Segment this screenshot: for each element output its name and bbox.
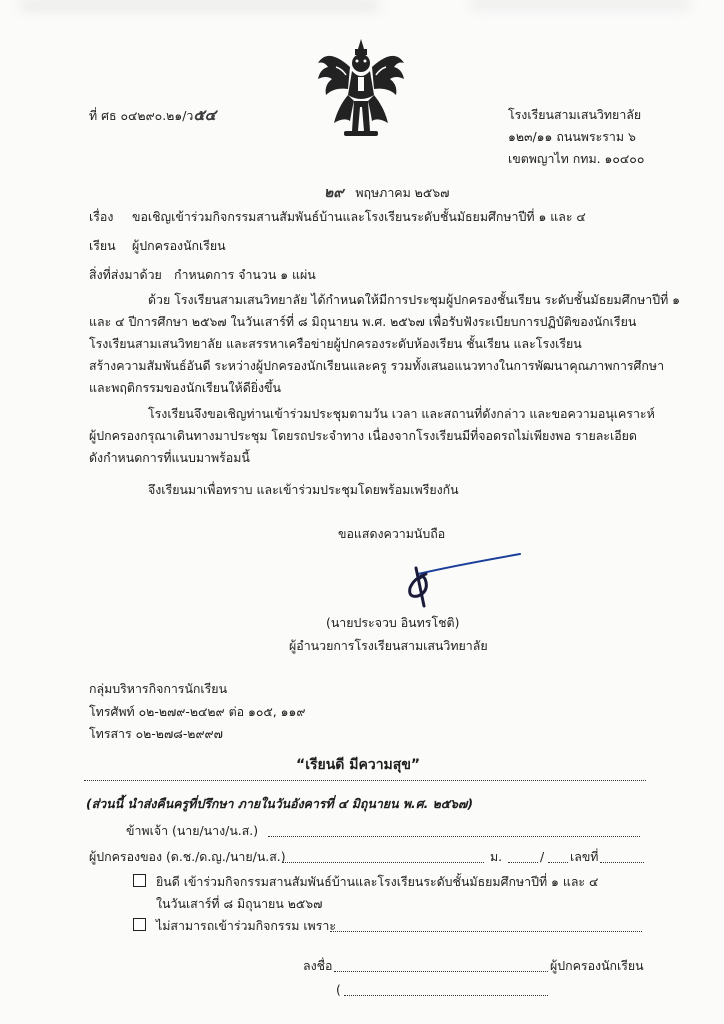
student-number-field[interactable] [600,862,644,863]
garuda-emblem [314,37,408,141]
attend-checkbox[interactable] [133,874,146,887]
attend-option-line-2: ในวันเสาร์ที่ ๘ มิถุนายน ๒๕๖๗ [156,896,323,911]
parent-name-label: ข้าพเจ้า (นาย/นาง/น.ส.) [126,823,259,838]
body-paragraph-1-line-4: สร้างความสัมพันธ์อันดี ระหว่างผู้ปกครองนักเรียนและครู รวมทั้งเสนอแนวทางในการพัฒนาคุณภาพการศึกษา [89,358,665,373]
signer-name: (นายประจวบ อินทรโชติ) [326,615,460,630]
decline-reason-field[interactable] [330,931,642,932]
paper-smudge [470,0,690,8]
guardian-printed-name-field[interactable] [344,995,548,996]
enclosure-label: สิ่งที่ส่งมาด้วย [89,267,162,282]
reply-slip-heading: (ส่วนนี้ นำส่งคืนครูที่ปรึกษา ภายในวันอังคารที่ ๔ มิถุนายน พ.ศ. ๒๕๖๗) [86,796,474,811]
date-day-handwritten: ๒๙ [324,185,344,201]
decline-checkbox[interactable] [133,918,146,931]
body-paragraph-3: จึงเรียนมาเพื่อทราบ และเข้าร่วมประชุมโดยพร้อมเพรียงกัน [148,482,459,497]
closing-text: ขอแสดงความนับถือ [338,526,446,541]
body-paragraph-2-line-3: ดังกำหนดการที่แนบมาพร้อมนี้ [89,450,250,465]
department-name: กลุ่มบริหารกิจการนักเรียน [89,681,228,696]
body-paragraph-1-line-2: และ ๔ ปีการศึกษา ๒๕๖๗ ในวันเสาร์ที่ ๘ มิถุนายน พ.ศ. ๒๕๖๗ เพื่อรับฟังระเบียบการปฏิบัติของนักเรียน [89,314,637,329]
grade-level-field[interactable] [508,862,538,863]
parent-name-field[interactable] [268,836,640,837]
tear-off-line [84,780,646,781]
recipient-label: เรียน [89,238,116,253]
school-motto: “เรียนดี มีความสุข” [296,757,421,773]
printed-name-open-paren: ( [336,982,341,997]
signature-image [392,548,532,610]
recipient-text: ผู้ปกครองนักเรียน [132,238,226,253]
signature-label: ลงชื่อ [303,958,333,973]
guardian-signature-field[interactable] [334,971,548,972]
student-number-label: เลขที่ [570,849,599,864]
body-paragraph-2-line-1: โรงเรียนจึงขอเชิญท่านเข้าร่วมประชุมตามวัน เวลา และสถานที่ดังกล่าว และขอความอนุเคราะห์ [148,406,655,421]
reference-number-handwritten: ๕๔ [193,106,217,124]
reference-number-text: ที่ ศธ ๐๔๒๙๐.๒๑/ว [89,108,194,123]
body-paragraph-1-line-3: โรงเรียนสามเสนวิทยาลัย และสรรหาเครือข่ายผู้ปกครองระดับห้องเรียน ชั้นเรียน และโรงเรียน [89,336,582,351]
classroom-field[interactable] [548,862,568,863]
student-name-field[interactable] [282,862,484,863]
decline-option-label: ไม่สามารถเข้าร่วมกิจกรรม เพราะ [156,918,336,933]
body-paragraph-1-line-5: และพฤติกรรมของนักเรียนให้ดียิ่งขึ้น [89,380,282,395]
body-paragraph-1-line-1: ด้วย โรงเรียนสามเสนวิทยาลัย ได้กำหนดให้มีการประชุมผู้ปกครองชั้นเรียน ระดับชั้นมัธยมศึกษาปีที่ ๑ [148,292,681,307]
reference-number [89,108,216,123]
attend-option-line-1: ยินดี เข้าร่วมกิจกรรมสานสัมพันธ์บ้านและโรงเรียนระดับชั้นมัธยมศึกษาปีที่ ๑ และ ๔ [156,874,599,889]
guardian-role-label: ผู้ปกครองนักเรียน [550,958,644,973]
subject-text: ขอเชิญเข้าร่วมกิจกรรมสานสัมพันธ์บ้านและโรงเรียนระดับชั้นมัธยมศึกษาปีที่ ๑ และ ๔ [132,209,586,224]
signer-title: ผู้อำนวยการโรงเรียนสามเสนวิทยาลัย [289,638,488,653]
subject-label: เรื่อง [89,209,114,224]
fax-number: โทรสาร ๐๒-๒๗๘-๒๙๙๗ [89,726,223,741]
student-name-label: ผู้ปกครองของ (ด.ช./ด.ญ./นาย/น.ส.) [89,849,286,864]
school-address-line-2: เขตพญาไท กทม. ๑๐๔๐๐ [508,151,645,166]
date-month-year: พฤษภาคม ๒๕๖๗ [355,185,450,200]
enclosure-text: กำหนดการ จำนวน ๑ แผ่น [174,267,316,282]
letter-date [324,186,449,200]
body-paragraph-2-line-2: ผู้ปกครองกรุณาเดินทางมาประชุม โดยรถประจำทาง เนื่องจากโรงเรียนมีที่จอดรถไม่เพียงพอ รายละเอียด [89,428,637,443]
paper-smudge [20,0,380,10]
phone-number: โทรศัพท์ ๐๒-๒๗๙-๒๔๒๙ ต่อ ๑๐๕, ๑๑๙ [89,704,306,719]
grade-label: ม. [490,849,503,864]
grade-slash: / [540,849,545,864]
school-name: โรงเรียนสามเสนวิทยาลัย [508,107,642,122]
school-address-line-1: ๑๒๓/๑๑ ถนนพระราม ๖ [508,129,636,144]
